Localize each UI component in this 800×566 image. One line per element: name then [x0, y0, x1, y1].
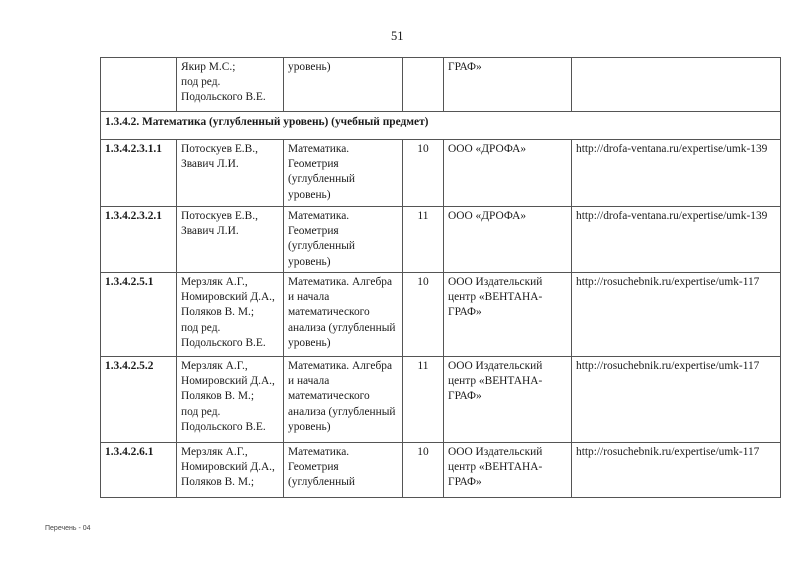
page-number: 51 — [391, 29, 404, 43]
publisher-cell: ГРАФ» — [444, 58, 572, 112]
grade-cell: 10 — [403, 443, 444, 498]
publisher-cell: ООО Издательский центр «ВЕНТАНА- ГРАФ» — [444, 443, 572, 498]
publisher-cell: ООО Издательский центр «ВЕНТАНА- ГРАФ» — [444, 357, 572, 443]
title-cell: уровень) — [284, 58, 403, 112]
authors-cell: Якир М.С.; под ред. Подольского В.Е. — [177, 58, 284, 112]
code-cell: 1.3.4.2.3.2.1 — [101, 207, 177, 273]
publisher-cell: ООО Издательский центр «ВЕНТАНА- ГРАФ» — [444, 273, 572, 357]
link-cell[interactable]: http://rosuchebnik.ru/expertise/umk-117 — [572, 357, 781, 443]
code-cell — [101, 58, 177, 112]
title-cell: Математика. Алгебра и начала математического анализа (углубленный уровень) — [284, 357, 403, 443]
authors-cell: Мерзляк А.Г., Номировский Д.А., Поляков В. М.; под ред. Подольского В.Е. — [177, 357, 284, 443]
grade-cell: 11 — [403, 357, 444, 443]
code-cell: 1.3.4.2.6.1 — [101, 443, 177, 498]
code-cell: 1.3.4.2.5.2 — [101, 357, 177, 443]
table-row — [101, 207, 781, 273]
table-row — [101, 357, 781, 443]
section-title: 1.3.4.2. Математика (углубленный уровень) (учебный предмет) — [101, 112, 781, 140]
publisher-cell: ООО «ДРОФА» — [444, 207, 572, 273]
textbook-list-table — [100, 57, 781, 498]
code-cell: 1.3.4.2.3.1.1 — [101, 140, 177, 207]
grade-cell: 11 — [403, 207, 444, 273]
section-header-row — [101, 112, 781, 140]
link-cell[interactable]: http://rosuchebnik.ru/expertise/umk-117 — [572, 273, 781, 357]
title-cell: Математика. Геометрия (углубленный — [284, 443, 403, 498]
authors-cell: Мерзляк А.Г., Номировский Д.А., Поляков В. М.; — [177, 443, 284, 498]
title-cell: Математика. Геометрия (углубленный уровень) — [284, 140, 403, 207]
table-row — [101, 140, 781, 207]
link-cell — [572, 58, 781, 112]
title-cell: Математика. Алгебра и начала математического анализа (углубленный уровень) — [284, 273, 403, 357]
publisher-cell: ООО «ДРОФА» — [444, 140, 572, 207]
link-cell[interactable]: http://drofa-ventana.ru/expertise/umk-139 — [572, 207, 781, 273]
table-row-continued — [101, 58, 781, 112]
authors-cell: Потоскуев Е.В., Звавич Л.И. — [177, 140, 284, 207]
table-row — [101, 273, 781, 357]
grade-cell: 10 — [403, 273, 444, 357]
grade-cell: 10 — [403, 140, 444, 207]
table-row — [101, 443, 781, 498]
link-cell[interactable]: http://drofa-ventana.ru/expertise/umk-139 — [572, 140, 781, 207]
authors-cell: Потоскуев Е.В., Звавич Л.И. — [177, 207, 284, 273]
code-cell: 1.3.4.2.5.1 — [101, 273, 177, 357]
link-cell[interactable]: http://rosuchebnik.ru/expertise/umk-117 — [572, 443, 781, 498]
grade-cell — [403, 58, 444, 112]
page-footer: Перечень - 04 — [45, 525, 91, 532]
title-cell: Математика. Геометрия (углубленный уровень) — [284, 207, 403, 273]
authors-cell: Мерзляк А.Г., Номировский Д.А., Поляков В. М.; под ред. Подольского В.Е. — [177, 273, 284, 357]
